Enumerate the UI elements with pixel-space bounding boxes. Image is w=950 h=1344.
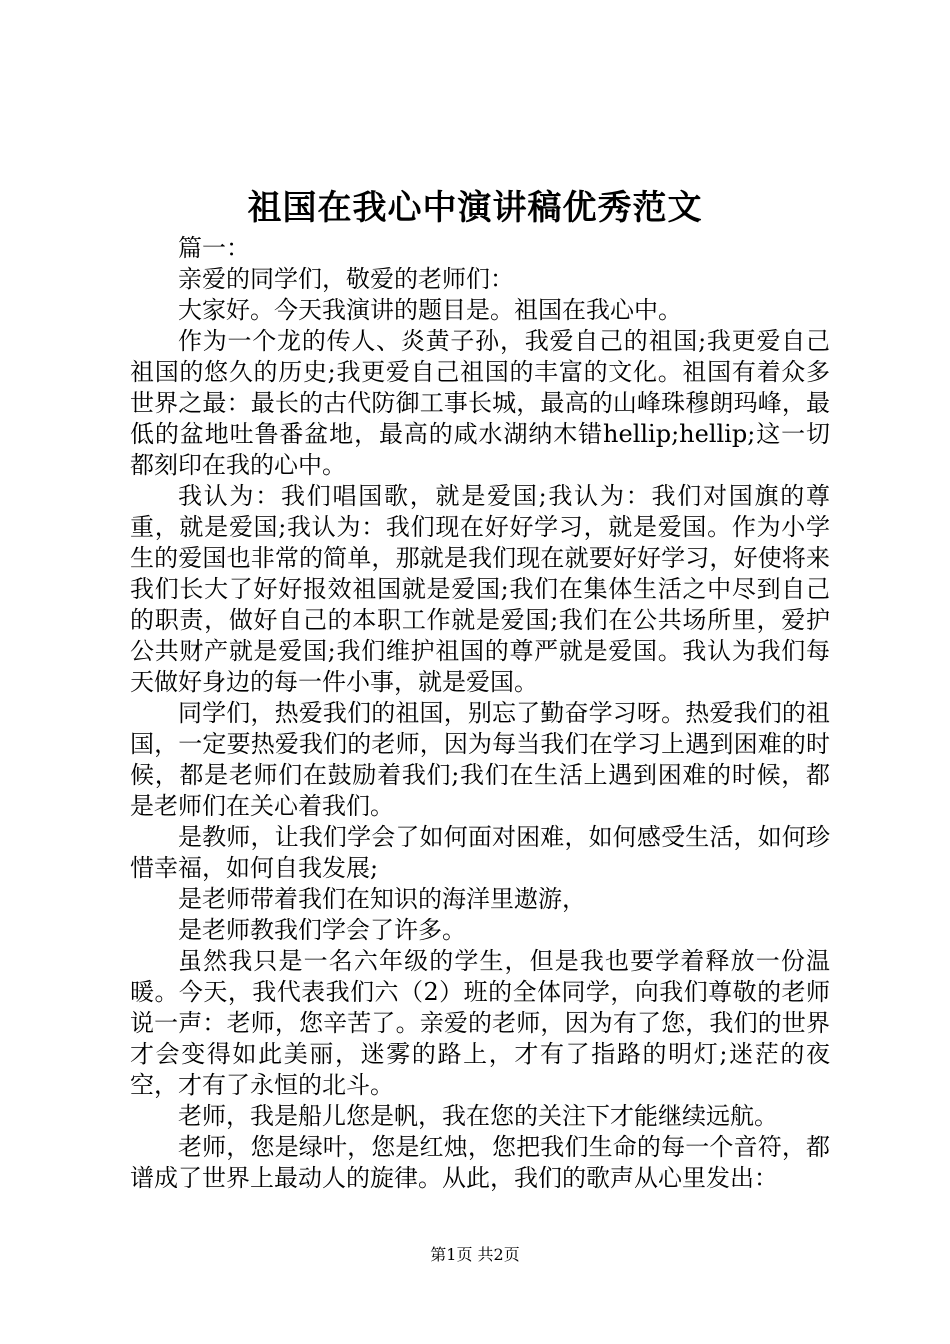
document-body — [130, 233, 830, 1194]
paragraph: 同学们，热爱我们的祖国，别忘了勤奋学习呀。热爱我们的祖国，一定要热爱我们的老师，因为每当我们在学习上遇到困难的时候，都是老师们在鼓励着我们;我们在生活上遇到困难的时候，都是老师们在关心着我们。 — [130, 699, 830, 820]
paragraph: 是教师，让我们学会了如何面对困难，如何感受生活，如何珍惜幸福，如何自我发展; — [130, 823, 830, 882]
paragraph: 作为一个龙的传人、炎黄子孙，我爱自己的祖国;我更爱自己祖国的悠久的历史;我更爱自己祖国的丰富的文化。祖国有着众多世界之最：最长的古代防御工事长城，最高的山峰珠穆朗玛峰，最低的盆地吐鲁番盆地，最高的咸水湖纳木错hellip;hellip;这一切都刻印在我的心中。 — [130, 327, 830, 479]
paragraph: 老师，我是船儿您是帆，我在您的关注下才能继续远航。 — [178, 1102, 778, 1130]
paragraph: 是老师教我们学会了许多。 — [178, 916, 466, 944]
paragraph: 虽然我只是一名六年级的学生，但是我也要学着释放一份温暖。今天，我代表我们六（2）班的全体同学，向我们尊敬的老师说一声：老师，您辛苦了。亲爱的老师，因为有了您，我们的世界才会变得如此美丽，迷雾的路上，才有了指路的明灯;迷茫的夜空，才有了永恒的北斗。 — [130, 947, 830, 1099]
paragraph: 老师，您是绿叶，您是红烛，您把我们生命的每一个音符，都谱成了世界上最动人的旋律。从此，我们的歌声从心里发出： — [130, 1133, 830, 1192]
document-title: 祖国在我心中演讲稿优秀范文 — [247, 188, 703, 228]
paragraph: 篇一： — [178, 234, 250, 262]
paragraph: 亲爱的同学们，敬爱的老师们： — [178, 265, 514, 293]
paragraph: 我认为：我们唱国歌，就是爱国;我认为：我们对国旗的尊重，就是爱国;我认为：我们现在好好学习，就是爱国。作为小学生的爱国也非常的简单，那就是我们现在就要好好学习，好使将来我们长大了好好报效祖国就是爱国;我们在集体生活之中尽到自己的职责，做好自己的本职工作就是爱国;我们在公共场所里，爱护公共财产就是爱国;我们维护祖国的尊严就是爱国。我认为我们每天做好身边的每一件小事，就是爱国。 — [130, 482, 830, 696]
paragraph: 大家好。今天我演讲的题目是。祖国在我心中。 — [178, 296, 682, 324]
paragraph: 是老师带着我们在知识的海洋里遨游， — [178, 885, 586, 913]
page-footer: 第1页 共2页 — [430, 1245, 520, 1264]
